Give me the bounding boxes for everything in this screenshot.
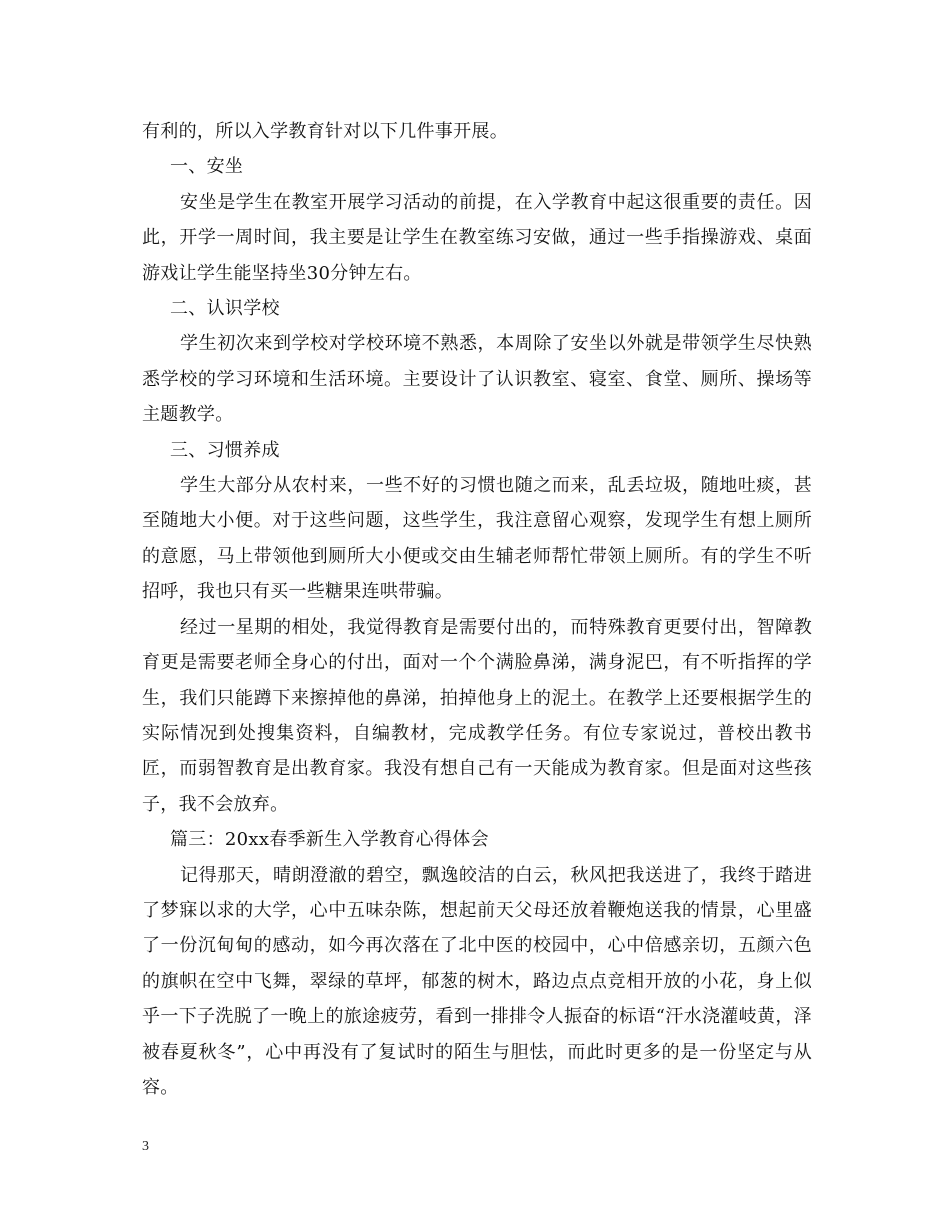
section-heading-ren-shi-xue-xiao: 二、认识学校: [170, 298, 280, 320]
paragraph-xi-guan-yang-cheng: 学生大部分从农村来，一些不好的习惯也随之而来，乱丢垃圾，随地吐痰，甚至随地大小便。对于这些问题，这些学生，我注意留心观察，发现学生有想上厕所的意愿，马上带领他到厕所大小便或交由生辅老师帮忙带领上厕所。有的学生不听招呼，我也只有买一些糖果连哄带骗。: [142, 475, 812, 603]
paragraph-memory: 记得那天，晴朗澄澈的碧空，飘逸皎洁的白云，秋风把我送进了，我终于踏进了梦寐以求的大学，心中五味杂陈，想起前天父母还放着鞭炮送我的情景，心里盛了一份沉甸甸的感动，如今再次落在了北中医的校园中，心中倍感亲切，五颜六色的旗帜在空中飞舞，翠绿的草坪，郁葱的树木，路边点点竞相开放的小花，身上似乎一下子洗脱了一晚上的旅途疲劳，看到一排排令人振奋的标语“汗水浇灌岐黄，泽被春夏秋冬”，心中再没有了复试时的陌生与胆怯，而此时更多的是一份坚定与从容。: [142, 864, 812, 1098]
section-heading-an-zuo: 一、安坐: [170, 156, 244, 178]
article-title-pian-san: 篇三：20xx春季新生入学教育心得体会: [170, 829, 489, 851]
paragraph-an-zuo: 安坐是学生在教室开展学习活动的前提，在入学教育中起这很重要的责任。因此，开学一周时间，我主要是让学生在教室练习安做，通过一些手指操游戏、桌面游戏让学生能坚持坐30分钟左右。: [142, 191, 812, 284]
paragraph-ren-shi-xue-xiao: 学生初次来到学校对学校环境不熟悉，本周除了安坐以外就是带领学生尽快熟悉学校的学习环境和生活环境。主要设计了认识教室、寝室、食堂、厕所、操场等主题教学。: [142, 333, 812, 426]
section-heading-xi-guan-yang-cheng: 三、习惯养成: [170, 439, 280, 461]
document-body: [142, 114, 812, 1105]
paragraph-reflection: 经过一星期的相处，我觉得教育是需要付出的，而特殊教育更要付出，智障教育更是需要老师全身心的付出，面对一个个满脸鼻涕，满身泥巴，有不听指挥的学生，我们只能蹲下来擦掉他的鼻涕，拍掉他身上的泥土。在教学上还要根据学生的实际情况到处搜集资料，自编教材，完成教学任务。有位专家说过，普校出教书匠，而弱智教育是出教育家。我没有想自己有一天能成为教育家。但是面对这些孩子，我不会放弃。: [142, 616, 812, 815]
paragraph-continuation: 有利的，所以入学教育针对以下几件事开展。: [142, 121, 508, 142]
page-number: 3: [142, 1139, 149, 1154]
